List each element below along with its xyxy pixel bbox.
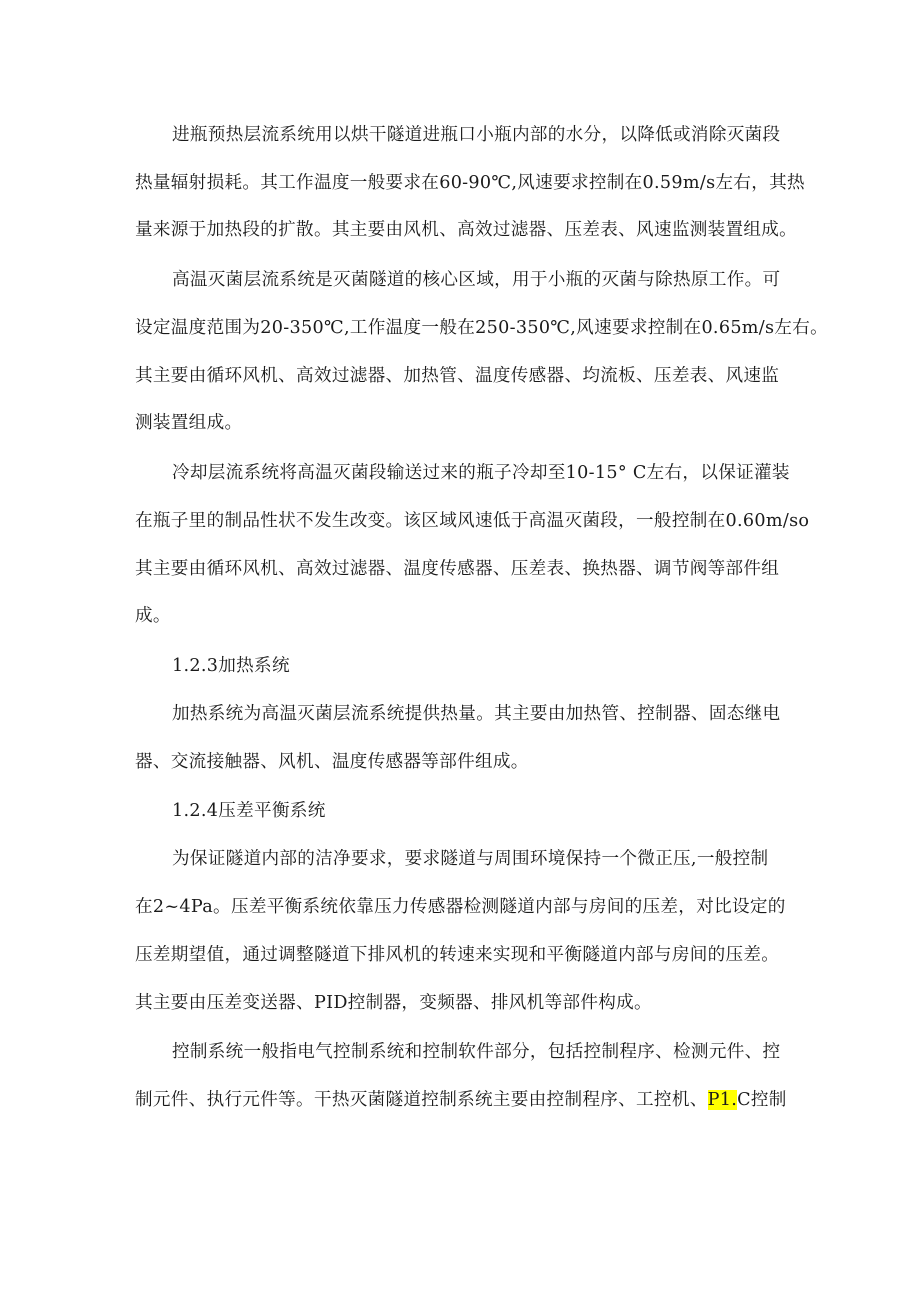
highlighted-text: P1. (707, 1090, 738, 1110)
paragraph-6-line-2-tail: C控制 (737, 1090, 787, 1110)
paragraph-6-line-2-text: 制元件、执行元件等。干热灭菌隧道控制系统主要由控制程序、工控机、 (135, 1090, 708, 1110)
paragraph-3-line-3: 其主要由循环风机、高效过滤器、温度传感器、压差表、换热器、调节阀等部件组 (135, 559, 780, 579)
paragraph-2-line-2: 设定温度范围为20-350℃,工作温度一般在250-350℃,风速要求控制在0.65m/s左右。 (135, 318, 829, 338)
paragraph-6-line-2 (135, 1087, 787, 1113)
paragraph-3-line-1: 冷却层流系统将高温灭菌段输送过来的瓶子冷却至10-15° C左右，以保证灌装 (172, 463, 790, 483)
paragraph-3-line-4: 成。 (135, 606, 171, 626)
paragraph-5-line-3: 压差期望值，通过调整隧道下排风机的转速来实现和平衡隧道内部与房间的压差。 (135, 945, 780, 965)
paragraph-2-line-3: 其主要由循环风机、高效过滤器、加热管、温度传感器、均流板、压差表、风速监 (135, 366, 780, 386)
paragraph-5-line-2: 在2~4Pa。压差平衡系统依靠压力传感器检测隧道内部与房间的压差，对比设定的 (135, 897, 786, 917)
section-heading-1-2-3: 1.2.3加热系统 (172, 656, 290, 676)
paragraph-2-line-1: 高温灭菌层流系统是灭菌隧道的核心区域，用于小瓶的灭菌与除热原工作。可 (172, 270, 781, 290)
paragraph-4-line-2: 器、交流接触器、风机、温度传感器等部件组成。 (135, 752, 529, 772)
paragraph-3-line-2: 在瓶子里的制品性状不发生改变。该区域风速低于高温灭菌段，一般控制在0.60m/so (135, 511, 810, 531)
section-heading-1-2-4: 1.2.4压差平衡系统 (172, 801, 326, 821)
paragraph-1-line-1: 进瓶预热层流系统用以烘干隧道进瓶口小瓶内部的水分，以降低或消除灭菌段 (172, 125, 781, 145)
paragraph-5-line-4: 其主要由压差变送器、PID控制器，变频器、排风机等部件构成。 (135, 993, 652, 1013)
paragraph-6-line-1: 控制系统一般指电气控制系统和控制软件部分，包括控制程序、检测元件、控 (172, 1042, 781, 1062)
paragraph-2-line-4: 测装置组成。 (135, 413, 243, 433)
paragraph-4-line-1: 加热系统为高温灭菌层流系统提供热量。其主要由加热管、控制器、固态继电 (172, 704, 781, 724)
paragraph-5-line-1: 为保证隧道内部的洁净要求，要求隧道与周围环境保持一个微正压,一般控制 (172, 849, 769, 869)
paragraph-1-line-2: 热量辐射损耗。其工作温度一般要求在60-90℃,风速要求控制在0.59m/s左右，其热 (135, 173, 805, 193)
paragraph-1-line-3: 量来源于加热段的扩散。其主要由风机、高效过滤器、压差表、风速监测装置组成。 (135, 220, 798, 240)
